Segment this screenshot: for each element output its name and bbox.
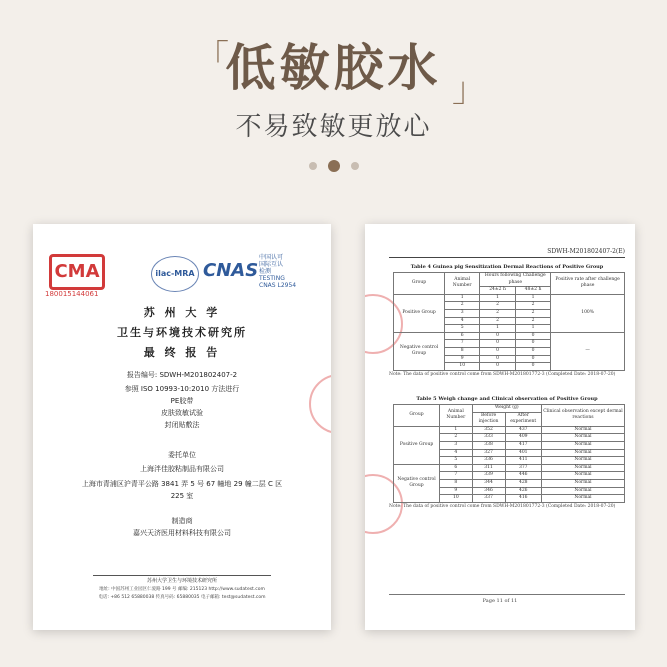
footer-divider — [389, 594, 625, 595]
cma-number: 180015144061 — [45, 290, 99, 298]
table-row: 9 346 426 Normal — [394, 487, 625, 495]
carousel-dot-active[interactable] — [328, 160, 340, 172]
table4: Group Animal Number Hours following Challenge phase Positive rate after challenge phase 24±2 h 48±2 h Positive Group 1 1 1 100% 2 2 2 3 2 2 4 2 2 5 1 1 Negative control Group 6 0 0 — 7 0 0 8 0 0 9 0 0 10 0 0 — [393, 272, 625, 371]
client-address: 上海市青浦区沪青平公路 3841 弄 5 号 67 幢地 29 幢二层 C 区 — [81, 480, 283, 488]
client-address-room: 225 室 — [170, 492, 194, 500]
footer-divider — [93, 575, 271, 576]
cnas-text: 中国认可 国际互认 检测 TESTING CNAS L2954 — [259, 254, 297, 289]
footer-contact: 电话: +86 512 65880038 传真号码: 65880035 电子邮箱: test@sudatest.com — [98, 595, 266, 600]
product-name: PE胶带 — [170, 397, 194, 405]
table5-caption: Table 5 Weigh change and Clinical observation of Positive Group — [416, 396, 598, 402]
page-number: Page 11 of 11 — [482, 598, 518, 604]
page-subtitle: 不易致敏更放心 — [235, 112, 432, 142]
table-row: 8 0 0 — [394, 347, 625, 355]
cnas-logo: CNAS — [203, 260, 259, 281]
header — [0, 0, 667, 200]
cma-logo: CMA — [49, 254, 105, 290]
table-row: Negative control Group 6 0 0 — — [394, 332, 625, 340]
table-row: 10 0 0 — [394, 363, 625, 371]
carousel-dots — [0, 160, 667, 172]
table5: Group Animal Number Weight (g) Clinical observation except dermal reactions Before injection After experiment Positive Group 1 352 437 Normal 2 333 409 Normal 3 338 417 Normal 4 327 401 Normal 5 336 411 Normal Negative control Group 6 311 377 Normal 7 339 446 Normal 8 344 428 Normal 9 346 426 Normal 10 337 416 Normal — [393, 404, 625, 503]
table-row: 5 1 1 — [394, 325, 625, 333]
table-row: 5 336 411 Normal — [394, 457, 625, 465]
footer-address: 地址: 中国苏州工业园区仁爱路 199 号 邮编: 215123 http://www.sudatest.com — [99, 587, 265, 592]
bracket-open: 「 — [195, 38, 229, 78]
carousel-dot[interactable] — [351, 162, 359, 170]
test-name: 皮肤致敏试验 — [161, 409, 203, 417]
table-row: Negative control Group 6 311 377 Normal — [394, 464, 625, 472]
ilac-logo: ilac-MRA — [151, 256, 199, 292]
table-row: 2 333 409 Normal — [394, 434, 625, 442]
client-name: 上海泮佳胶粘制品有限公司 — [140, 465, 224, 473]
table-row: Positive Group 1 1 1 100% — [394, 294, 625, 302]
table-row: 4 2 2 — [394, 317, 625, 325]
footer-institute: 苏州大学卫生与环境技术研究所 — [146, 578, 217, 584]
test-standard: 参照 ISO 10993-10:2010 方法进行 — [124, 385, 240, 393]
table-row: 10 337 416 Normal — [394, 495, 625, 503]
table5-note: Note: The data of positive control come from SDWH-M201801772-3 (Completed Date: 2018-07-20) — [389, 504, 616, 509]
table-row: 7 0 0 — [394, 340, 625, 348]
table-row: 8 344 428 Normal — [394, 479, 625, 487]
table4-note: Note: The data of positive control come from SDWH-M201801772-3 (Completed Date: 2018-07-20) — [389, 372, 616, 377]
table-row: 9 0 0 — [394, 355, 625, 363]
table-row: 2 2 2 — [394, 302, 625, 310]
table-row: 3 338 417 Normal — [394, 441, 625, 449]
report-id: SDWH-M201802407-2(E) — [547, 248, 625, 255]
report-type: 最 终 报 告 — [143, 346, 221, 359]
report-number: 报告编号: SDWH-M201802407-2 — [126, 371, 238, 379]
results-page — [365, 224, 635, 630]
table-row: 4 327 401 Normal — [394, 449, 625, 457]
certificate-cover — [33, 224, 331, 630]
carousel-dot[interactable] — [309, 162, 317, 170]
client-heading: 委托单位 — [168, 451, 196, 459]
table-row: 7 339 446 Normal — [394, 472, 625, 480]
institute-name: 卫生与环境技术研究所 — [117, 326, 247, 339]
manufacturer-name: 嘉兴天济医用材料科技有限公司 — [133, 529, 231, 537]
header-divider — [389, 257, 625, 258]
bracket-close: 」 — [452, 70, 486, 110]
table-row: 3 2 2 — [394, 309, 625, 317]
table4-caption: Table 4 Guinea pig Sensitization Dermal Reactions of Positive Group — [410, 264, 604, 270]
table-row: Positive Group 1 352 437 Normal — [394, 426, 625, 434]
page-title: 低敏胶水 — [225, 39, 442, 97]
manufacturer-heading: 制造商 — [171, 517, 193, 525]
university-name: 苏 州 大 学 — [143, 306, 221, 319]
test-method: 封闭贴敷法 — [164, 421, 200, 429]
